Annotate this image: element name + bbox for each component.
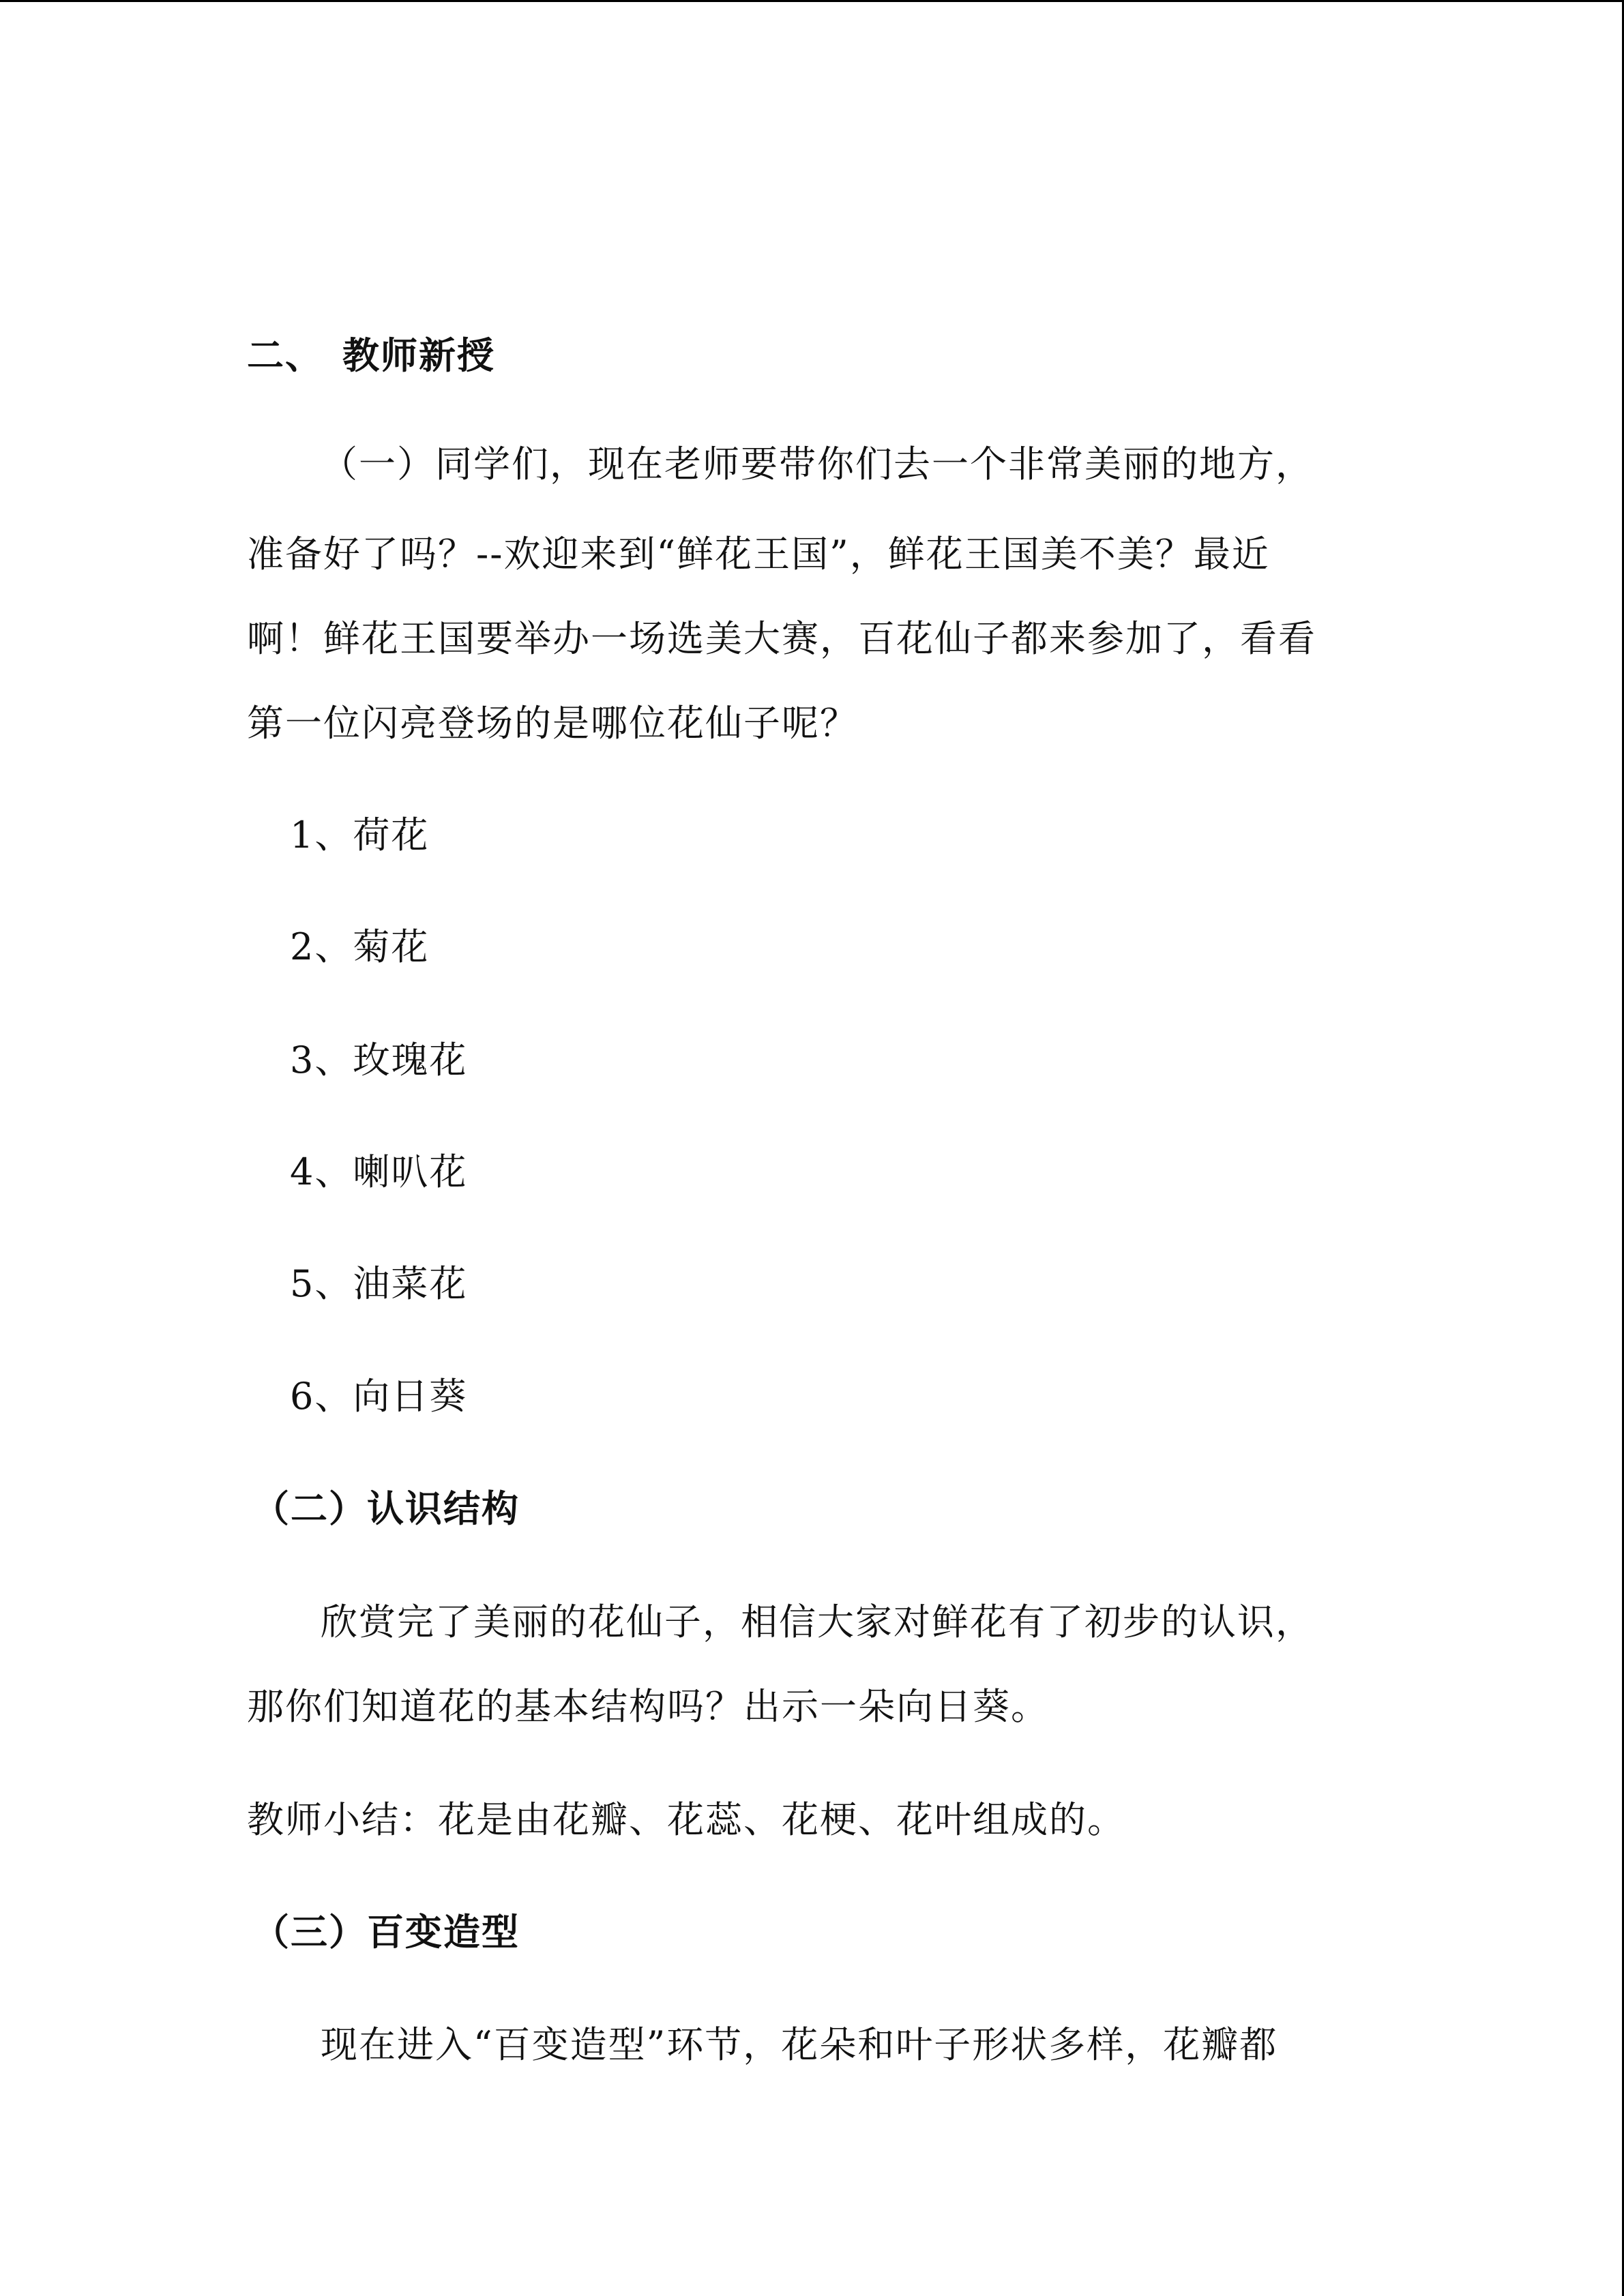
paragraph-line: 那你们知道花的基本结构吗？出示一朵向日葵。 [247, 1685, 1049, 1728]
paragraph-line: 第一位闪亮登场的是哪位花仙子呢？ [247, 702, 858, 745]
subsection-heading: （三）百变造型 [252, 1910, 520, 1954]
list-item: 4、喇叭花 [290, 1150, 468, 1193]
section-title: 教师新授 [342, 333, 495, 377]
list-item: 2、菊花 [290, 925, 430, 968]
section-heading [247, 328, 495, 383]
summary-line: 教师小结：花是由花瓣、花蕊、花梗、花叶组成的。 [247, 1798, 1125, 1841]
paragraph-line: 准备好了吗？--欢迎来到“鲜花王国”，鲜花王国美不美？最近 [247, 533, 1270, 576]
paragraph-line: 欣赏完了美丽的花仙子，相信大家对鲜花有了初步的认识， [321, 1600, 1314, 1643]
subsection-heading: （二）认识结构 [252, 1487, 520, 1530]
paragraph-line: （一）同学们，现在老师要带你们去一个非常美丽的地方， [321, 443, 1314, 486]
paragraph-line: 啊！鲜花王国要举办一场选美大赛，百花仙子都来参加了，看看 [247, 617, 1316, 660]
list-item: 3、玫瑰花 [290, 1039, 468, 1082]
list-item: 6、向日葵 [290, 1375, 468, 1418]
paragraph-line: 现在进入“百变造型”环节，花朵和叶子形状多样，花瓣都 [321, 2023, 1278, 2066]
list-item: 5、油菜花 [290, 1262, 468, 1305]
list-item: 1、荷花 [290, 814, 430, 856]
section-number: 二、 [247, 333, 323, 377]
